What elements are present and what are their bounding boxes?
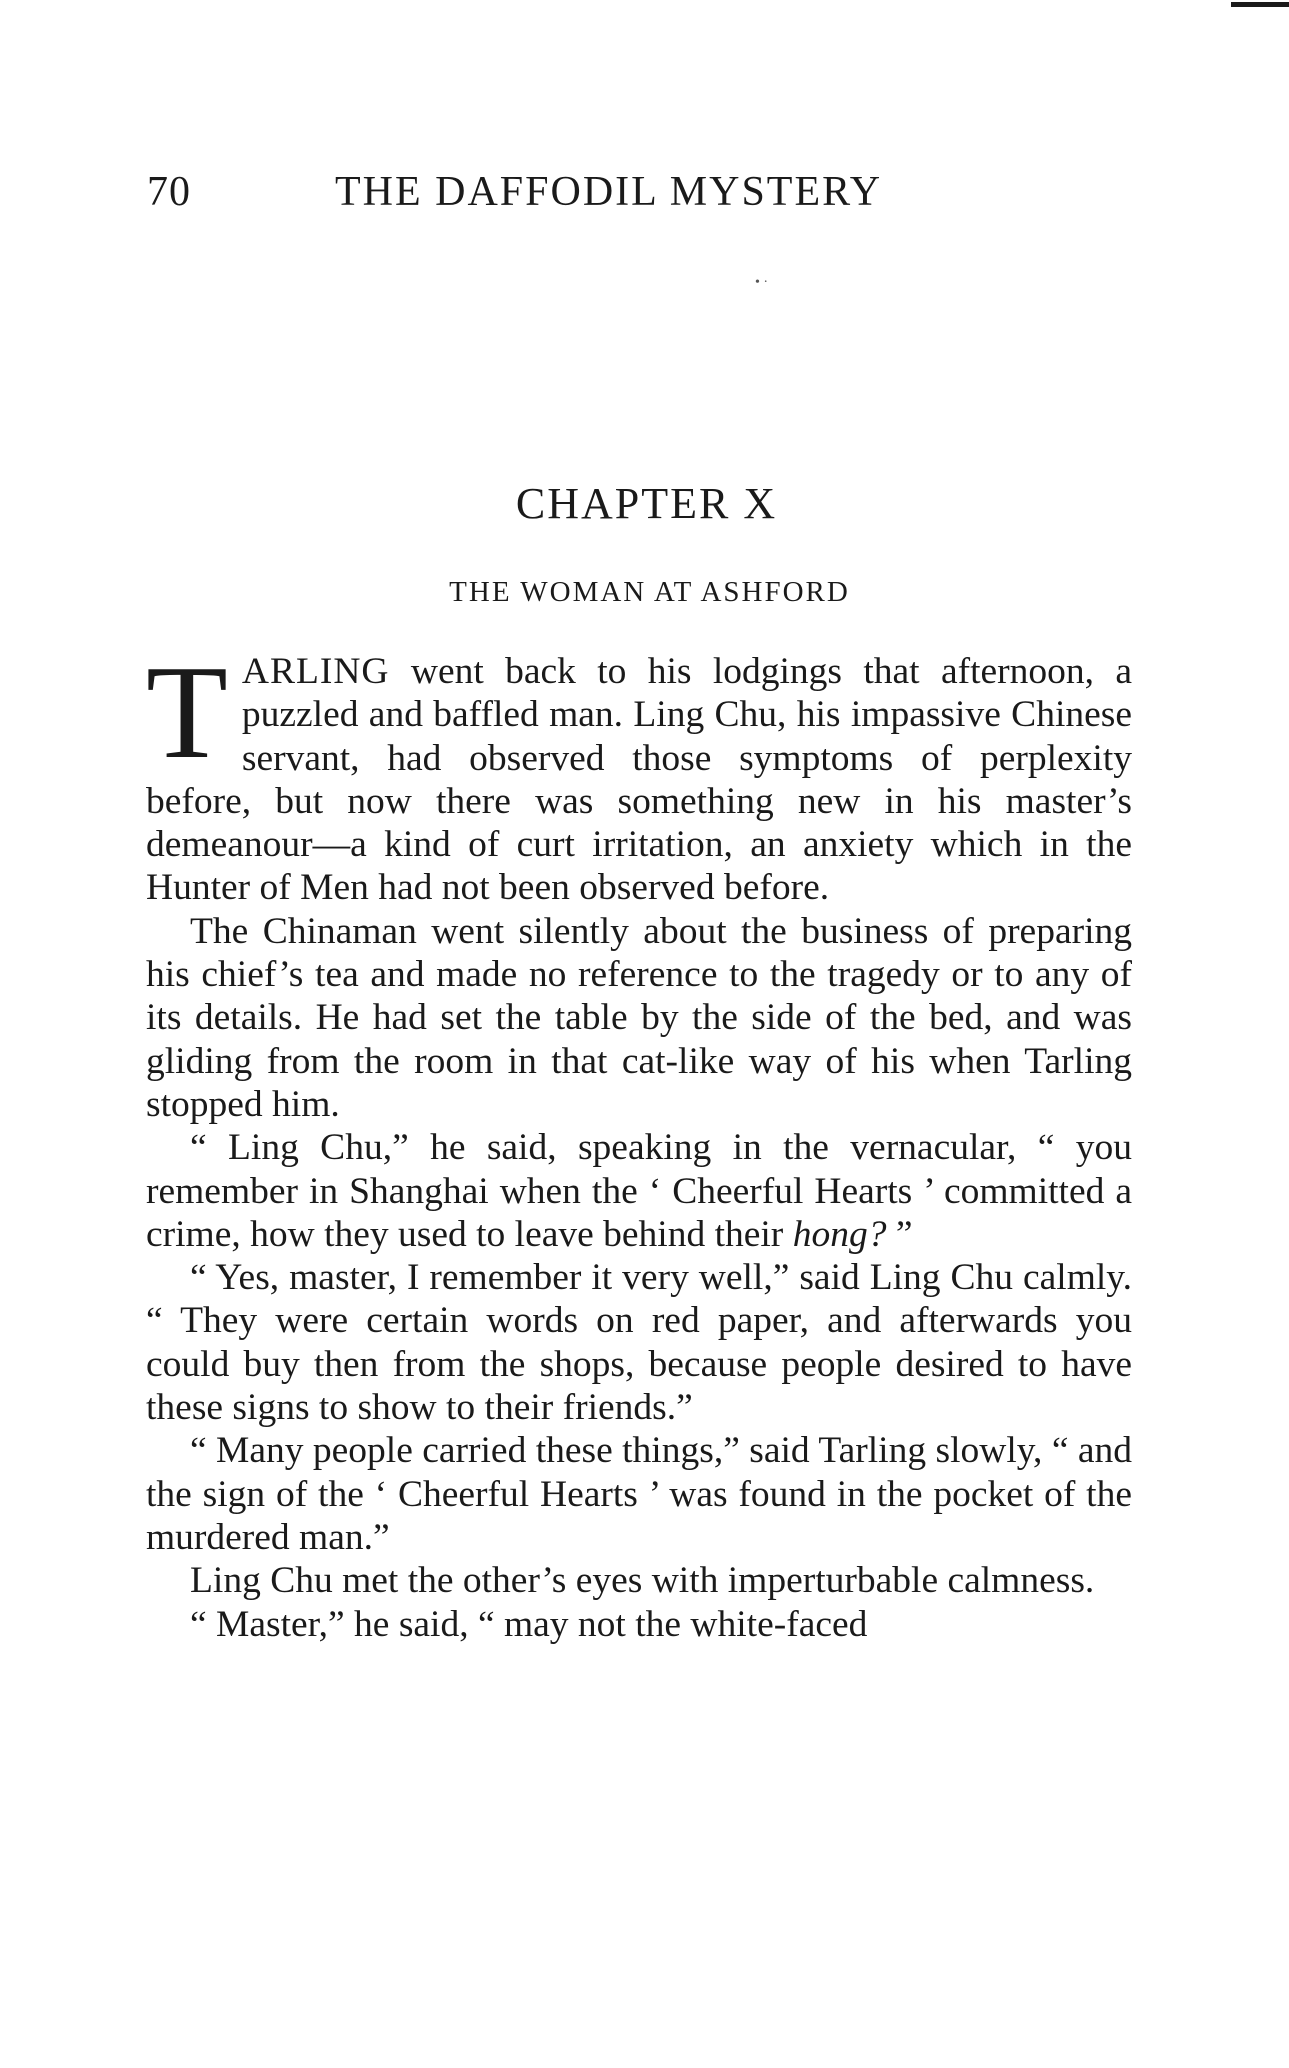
page-number: 70 bbox=[147, 169, 191, 215]
paragraph-2: The Chinaman went silently about the business of preparing his chief’s tea and made no reference to the tragedy or to any of its details. He had set the table by the side of the bed, and was gliding from the room in that cat-like way of his when Tarling stopped him. bbox=[146, 910, 1132, 1125]
paragraph-1 bbox=[146, 638, 1132, 910]
paragraph-3-close: ” bbox=[886, 1213, 913, 1255]
running-title: THE DAFFODIL MYSTERY bbox=[335, 169, 883, 215]
paragraph-3 bbox=[146, 1126, 1132, 1256]
print-specks: • · bbox=[755, 275, 769, 290]
paragraph-1-text: went back to his lodgings that afternoon, a puzzled and baffled man. Ling Chu, his impassive Chinese servant, had observed those symptoms of perplexity before, but now there was something new in his master’s demeanour—a kind of curt irritation, an anxiety which in the Hunter of Men had not been observed before. bbox=[146, 651, 1132, 909]
italic-hong: hong? bbox=[792, 1213, 887, 1255]
paragraph-4: “ Yes, master, I remember it very well,” said Ling Chu calmly. “ They were certain words on red paper, and afterwards you could buy then from the shops, because people desired to have these signs to show to their friends.” bbox=[146, 1257, 1132, 1429]
body-text bbox=[146, 638, 1132, 1646]
lead-caps: ARLING bbox=[241, 651, 390, 692]
paragraph-7: “ Master,” he said, “ may not the white-faced bbox=[190, 1603, 868, 1645]
paragraph-6: Ling Chu met the other’s eyes with imperturbable calmness. bbox=[190, 1560, 1095, 1602]
chapter-heading: CHAPTER X bbox=[515, 479, 778, 528]
paragraph-3-text: “ Ling Chu,” he said, speaking in the vernacular, “ you remember in Shanghai when the ‘ Cheerful Hearts ’ committed a crime, how they used to leave behind their bbox=[146, 1127, 1132, 1255]
paragraph-5: “ Many people carried these things,” said Tarling slowly, “ and the sign of the ‘ Cheerful Hearts ’ was found in the pocket of the murdered man.” bbox=[146, 1430, 1132, 1558]
drop-cap: T bbox=[146, 638, 228, 786]
corner-scan-mark bbox=[1231, 2, 1289, 7]
chapter-subtitle: THE WOMAN AT ASHFORD bbox=[449, 576, 850, 608]
running-head bbox=[0, 168, 1289, 228]
